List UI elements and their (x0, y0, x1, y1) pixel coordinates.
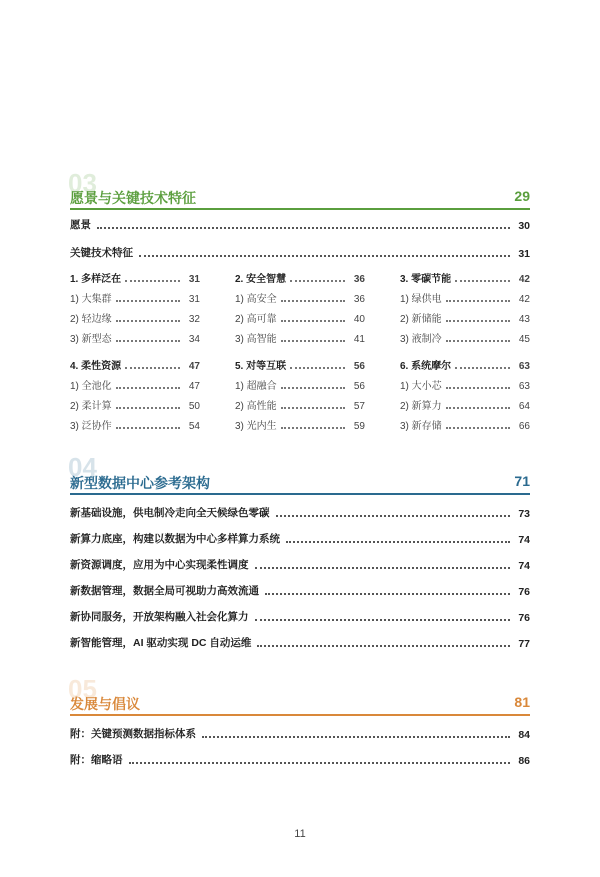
toc-entry-page: 76 (518, 586, 530, 598)
subgroup-title[interactable]: 3. 零碳节能 42 (400, 274, 530, 285)
subgroup-item[interactable]: 2) 轻边缘 32 (70, 314, 200, 325)
toc-list-04 (70, 506, 530, 650)
section-title[interactable]: 新型数据中心参考架构 (70, 475, 210, 491)
subgroup-item[interactable]: 3) 泛协作 54 (70, 421, 200, 432)
toc-entry-label: 关键技术特征 (70, 247, 133, 259)
section-05 (68, 674, 530, 712)
dot-leader (276, 515, 511, 517)
toc-entry-page: 86 (518, 755, 530, 767)
subgroup-item[interactable]: 2) 新储能 43 (400, 314, 530, 325)
dot-leader (129, 762, 511, 764)
subgroup-item[interactable]: 3) 高智能 41 (235, 334, 365, 345)
section-03 (68, 168, 530, 206)
toc-entry-label: 新智能管理，AI 驱动实现 DC 自动运维 (70, 637, 252, 649)
toc-entry[interactable] (70, 558, 530, 572)
toc-entry[interactable] (70, 532, 530, 546)
subgroup-item[interactable]: 1) 绿供电 42 (400, 294, 530, 305)
subgroup-item[interactable]: 1) 大小芯 63 (400, 381, 530, 392)
subgroup-title[interactable]: 4. 柔性资源 47 (70, 361, 200, 372)
section-page[interactable]: 29 (514, 188, 530, 204)
subgroup-item[interactable]: 1) 全池化 47 (70, 381, 200, 392)
toc-entry-label: 新基础设施，供电制冷走向全天候绿色零碳 (70, 507, 270, 519)
toc-list-03 (70, 218, 530, 260)
toc-entry-label: 愿景 (70, 219, 91, 231)
toc-entry[interactable] (70, 506, 530, 520)
subgroup-item[interactable]: 3) 新型态 34 (70, 334, 200, 345)
section-rule (70, 493, 530, 495)
subgroup-item[interactable]: 3) 光内生 59 (235, 421, 365, 432)
dot-leader (97, 227, 510, 229)
subgroup-title[interactable]: 6. 系统摩尔 63 (400, 361, 530, 372)
dot-leader (255, 567, 511, 569)
toc-entry-page: 76 (518, 612, 530, 624)
section-page[interactable]: 71 (514, 473, 530, 489)
subgroup-item[interactable]: 1) 高安全 36 (235, 294, 365, 305)
section-page[interactable]: 81 (514, 694, 530, 710)
subgroup-item[interactable]: 3) 新存储 66 (400, 421, 530, 432)
dot-leader (265, 593, 510, 595)
subgroup-title[interactable]: 1. 多样泛在 31 (70, 274, 200, 285)
toc-entry-page: 74 (518, 534, 530, 546)
section-header (70, 452, 530, 491)
toc-entry[interactable] (70, 246, 530, 260)
toc-entry-page: 77 (518, 638, 530, 650)
section-04 (68, 452, 530, 491)
toc-entry[interactable] (70, 584, 530, 598)
subgroup-6 (400, 359, 530, 432)
page-number: 11 (294, 828, 306, 840)
subgroup-item[interactable]: 1) 超融合 56 (235, 381, 365, 392)
toc-entry-label: 附：关键预测数据指标体系 (70, 728, 196, 740)
section-number-03: 03 (68, 168, 97, 198)
dot-leader (257, 645, 510, 647)
subgroup-title[interactable]: 2. 安全智慧 36 (235, 274, 365, 285)
toc-entry-label: 新数据管理，数据全局可视助力高效流通 (70, 585, 259, 597)
toc-entry-label: 新算力底座，构建以数据为中心多样算力系统 (70, 533, 280, 545)
section-number-05: 05 (68, 674, 97, 704)
section-header (70, 674, 530, 712)
subgroup-5 (235, 359, 365, 432)
subgroup-item[interactable]: 2) 高性能 57 (235, 401, 365, 412)
subgroup-1 (70, 272, 200, 345)
toc-entry[interactable] (70, 218, 530, 232)
section-title[interactable]: 发展与倡议 (70, 696, 140, 712)
subgroup-item[interactable]: 2) 高可靠 40 (235, 314, 365, 325)
subgroup-item[interactable]: 1) 大集群 31 (70, 294, 200, 305)
dot-leader (286, 541, 510, 543)
toc-entry-page: 73 (518, 508, 530, 520)
subgroup-3 (400, 272, 530, 345)
toc-entry-label: 新协同服务，开放架构融入社会化算力 (70, 611, 249, 623)
dot-leader (139, 255, 510, 257)
subgroup-2 (235, 272, 365, 345)
subgroup-item[interactable]: 2) 新算力 64 (400, 401, 530, 412)
section-rule (70, 714, 530, 716)
subgroup-item[interactable]: 3) 液制冷 45 (400, 334, 530, 345)
section-header (70, 168, 530, 206)
toc-entry-label: 新资源调度，应用为中心实现柔性调度 (70, 559, 249, 571)
subgroup-item[interactable]: 2) 柔计算 50 (70, 401, 200, 412)
toc-entry-page: 84 (518, 729, 530, 741)
toc-entry-page: 31 (518, 248, 530, 260)
dot-leader (255, 619, 511, 621)
toc-entry-page: 30 (518, 220, 530, 232)
subgroup-4 (70, 359, 200, 432)
toc-list-05 (70, 727, 530, 767)
section-title[interactable]: 愿景与关键技术特征 (70, 190, 196, 206)
subgroup-title[interactable]: 5. 对等互联 56 (235, 361, 365, 372)
toc-entry[interactable] (70, 727, 530, 741)
toc-entry-page: 74 (518, 560, 530, 572)
section-number-04: 04 (68, 452, 97, 482)
toc-entry-label: 附：缩略语 (70, 754, 123, 766)
section-rule (70, 208, 530, 210)
dot-leader (202, 736, 510, 738)
toc-entry[interactable] (70, 753, 530, 767)
toc-entry[interactable] (70, 610, 530, 624)
toc-entry[interactable] (70, 636, 530, 650)
